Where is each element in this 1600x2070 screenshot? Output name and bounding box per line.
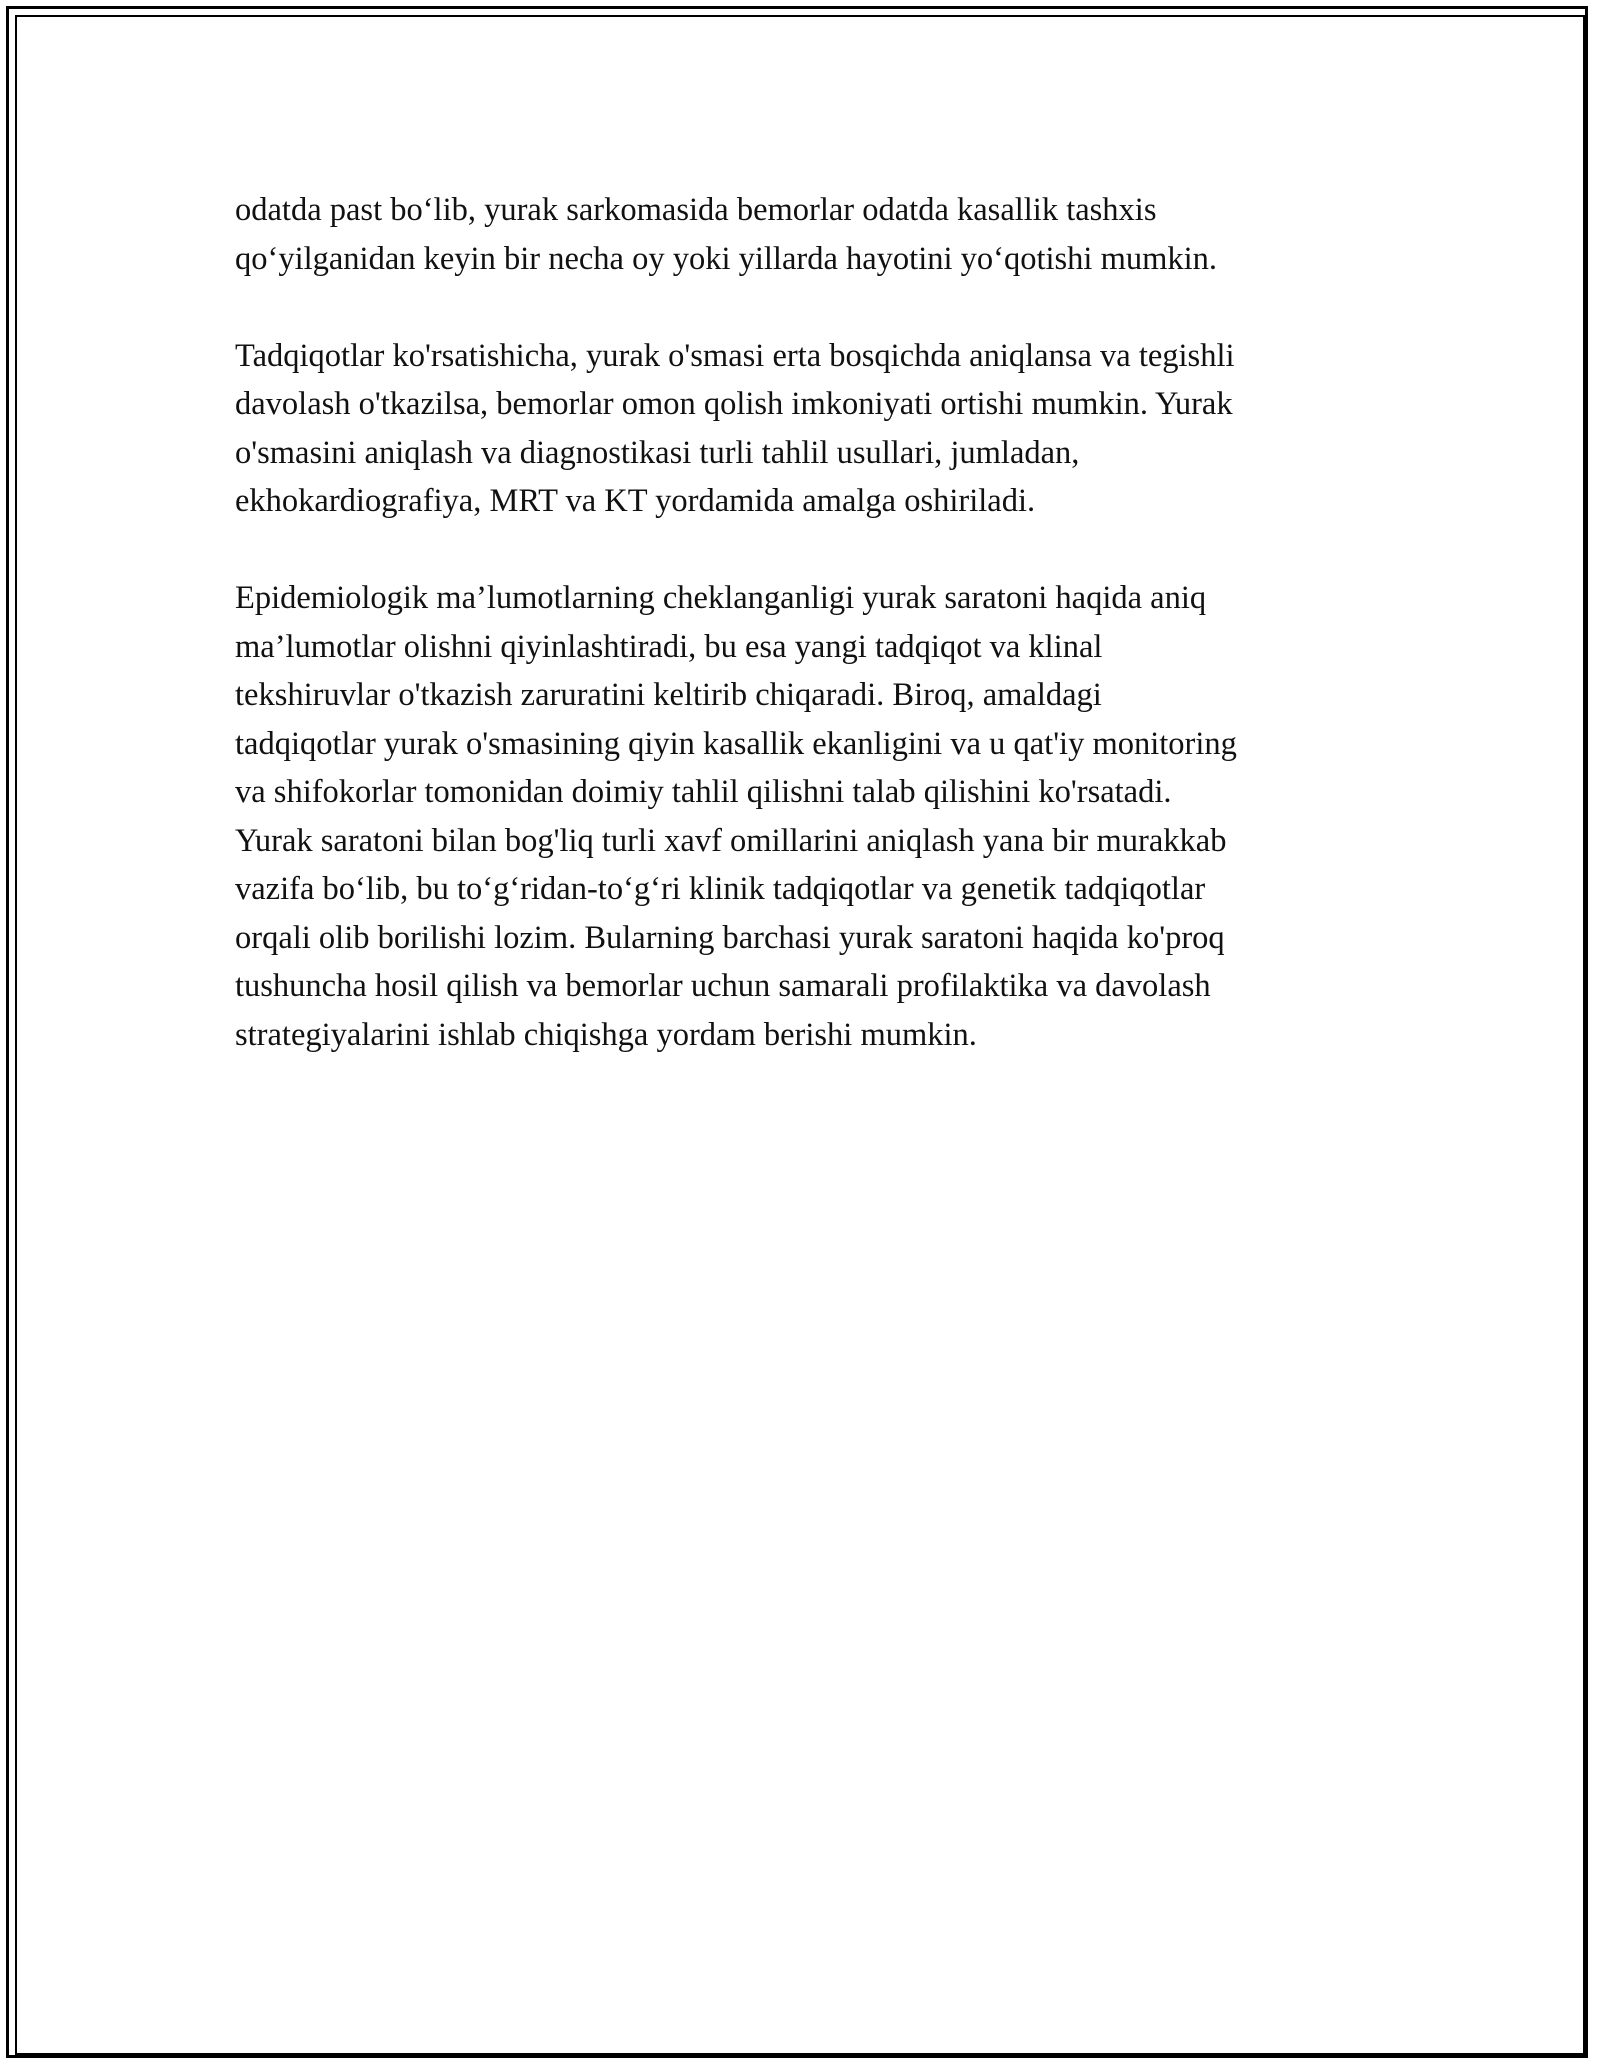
paragraph-3: Epidemiologik ma’lumotlarning cheklanganligi yurak saratoni haqida aniq ma’lumotlar olishni qiyinlashtiradi, bu esa yangi tadqiqot va klinal tekshiruvlar o'tkazish zaruratini keltirib chiqaradi. Biroq, amaldagi tadqiqotlar yurak o'smasining qiyin kasallik ekanligini va u qat'iy monitoring va shifokorlar tomonidan doimiy tahlil qilishni talab qilishini ko'rsatadi. Yurak saratoni bilan bog'liq turli xavf omillarini aniqlash yana bir murakkab vazifa bo‘lib, bu to‘g‘ridan-to‘g‘ri klinik tadqiqotlar va genetik tadqiqotlar orqali olib borilishi lozim. Bularning barchasi yurak saratoni haqida ko'proq tushuncha hosil qilish va bemorlar uchun samarali profilaktika va davolash strategiyalarini ishlab chiqishga yordam berishi mumkin. — [235, 580, 1237, 1053]
paragraph-1: odatda past bo‘lib, yurak sarkomasida bemorlar odatda kasallik tashxis qo‘yilganidan keyin bir necha oy yoki yillarda hayotini yo‘qotishi mumkin. — [235, 192, 1218, 277]
document-body — [235, 186, 1385, 1059]
paragraph-2: Tadqiqotlar ko'rsatishicha, yurak o'smasi erta bosqichda aniqlansa va tegishli davolash o'tkazilsa, bemorlar omon qolish imkoniyati ortishi mumkin. Yurak o'smasini aniqlash va diagnostikasi turli tahlil usullari, jumladan, ekhokardiografiya, MRT va KT yordamida amalga oshiriladi. — [235, 337, 1235, 519]
